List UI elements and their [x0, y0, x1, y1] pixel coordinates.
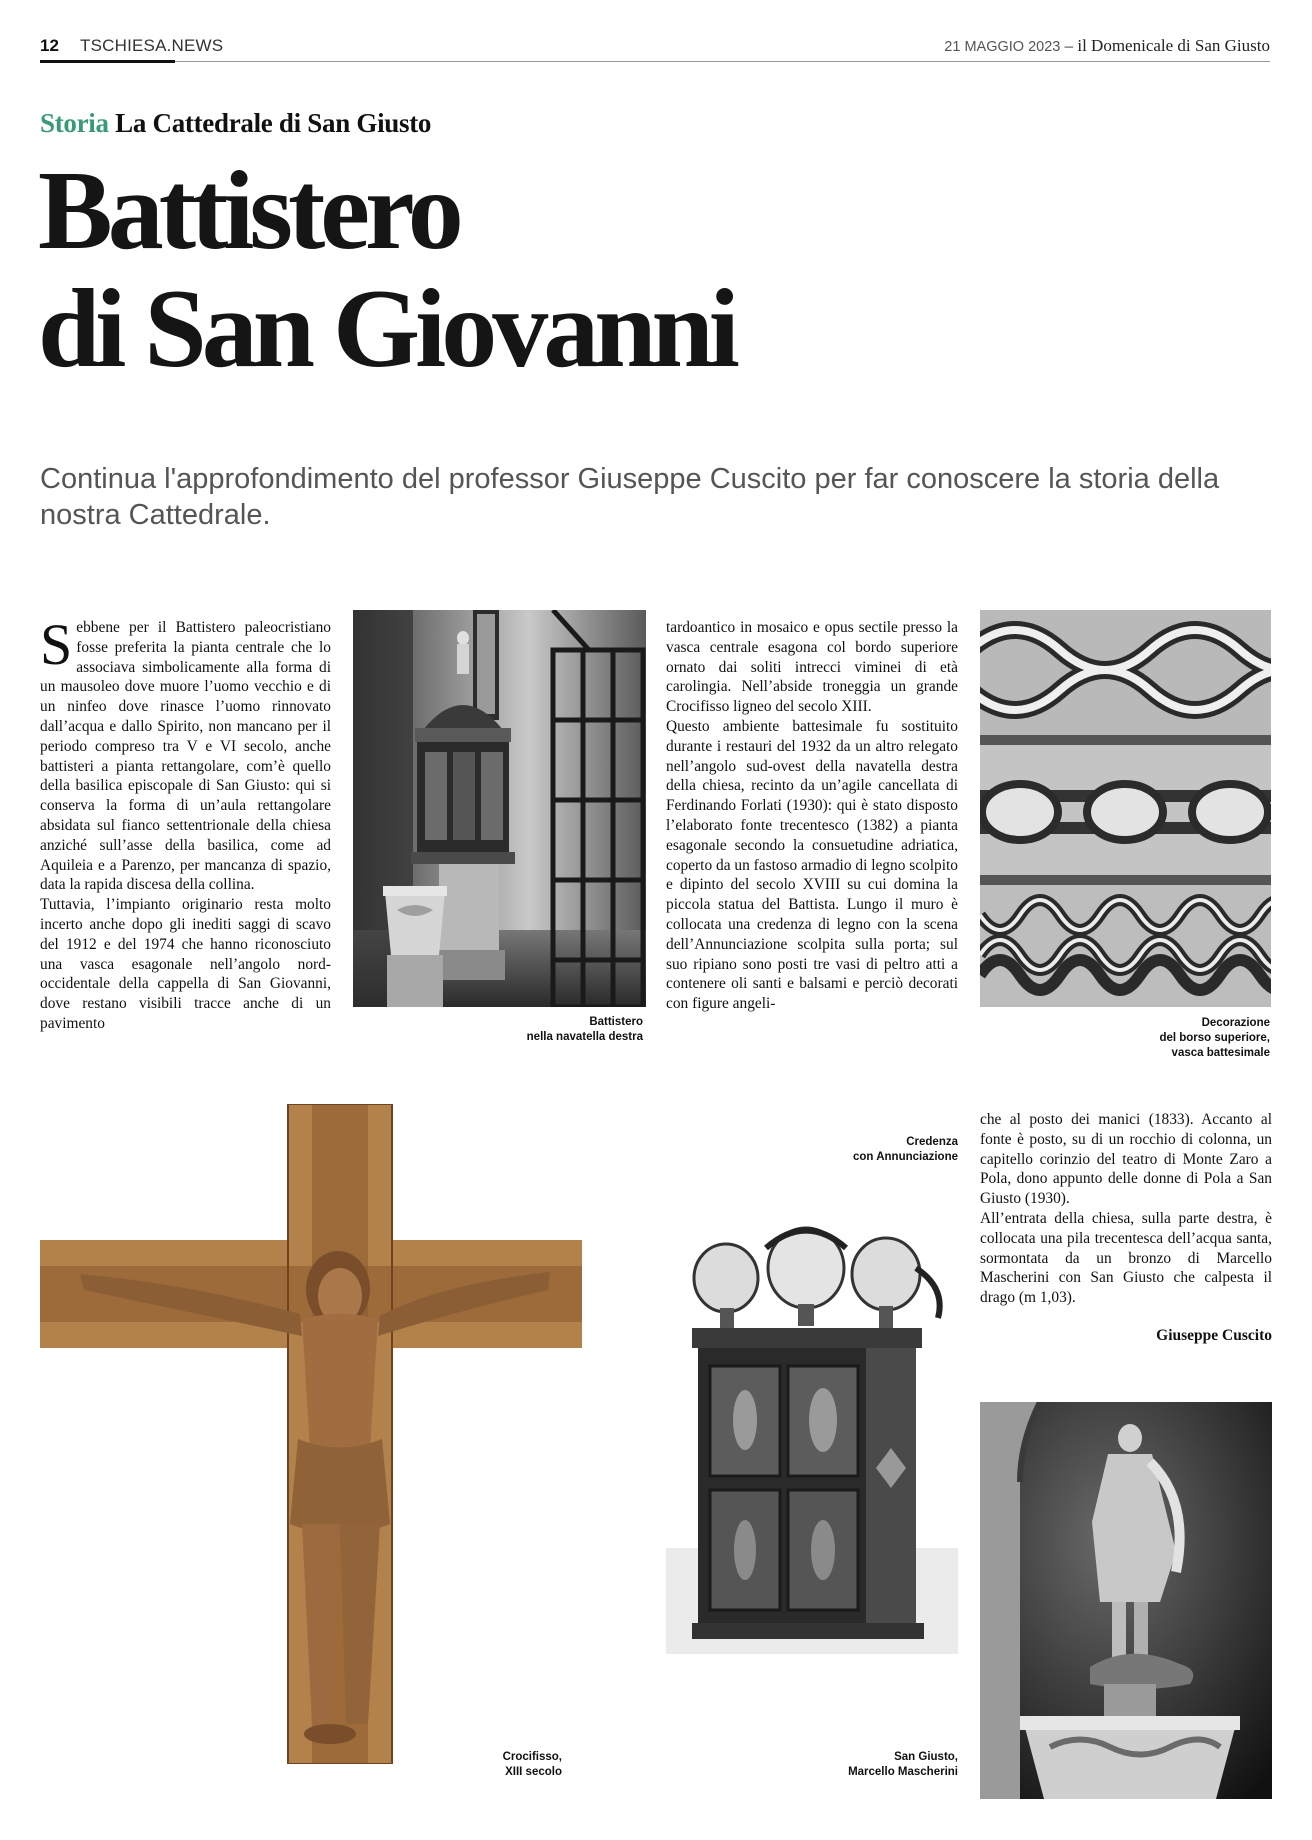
caption-line: San Giusto,	[894, 1751, 958, 1763]
paragraph: tardoantico in mosaico e opus sectile presso la vasca centrale esagona col bordo superiore ornato dai soliti intrecci viminei di età carolingia. Nell’abside troneggia un grande Crocifisso ligneo del secolo XIII.	[666, 619, 958, 716]
header-rule	[40, 61, 1270, 62]
header-rule-accent	[40, 60, 175, 63]
caption-line: Battistero	[589, 1016, 643, 1028]
caption-line: Crocifisso,	[502, 1751, 562, 1763]
photo-credenza	[666, 1208, 958, 1654]
caption-line: XIII secolo	[505, 1766, 562, 1778]
photo-battistero	[353, 610, 646, 1007]
caption-line: del borso superiore,	[1159, 1032, 1270, 1044]
photo-decorazione	[980, 610, 1271, 1007]
site-name[interactable]: TSCHIESA.NEWS	[80, 36, 224, 55]
sangiusto-image	[980, 1402, 1272, 1799]
kicker-subject: La Cattedrale di San Giusto	[115, 108, 432, 138]
paragraph	[40, 612, 331, 895]
body-column-4	[980, 1110, 1272, 1308]
paragraph: che al posto dei manici (1833). Accanto al fonte è posto, su di un rocchio di colonna, un capitello corinzio del teatro di Monte Zaro a Pola, dono appunto delle donne di Pola a San Giusto (1930).	[980, 1111, 1272, 1208]
caption-sangiusto	[780, 1750, 958, 1780]
caption-line: Credenza	[906, 1136, 958, 1148]
issue-date: 21 MAGGIO 2023	[944, 39, 1061, 55]
paragraph: Questo ambiente battesimale fu sostituito durante i restauri del 1932 da un altro relegato nell’angolo sud-ovest della navatella destra della chiesa, recinto da un’agile cancellata di Ferdinando Forlati (1930): qui è stato disposto l’elaborato fonte trecentesco (1382) a pianta esagonale secondo la consuetudine adriatica, coperto da un fastoso armadio di legno scolpito e dipinto del secolo XVIII su cui domina la piccola statua del Battista. Lungo il muro è collocata una credenza di legno con la scena dell’Annunciazione scolpita sulla porta; sul suo ripiano sono posti tre vasi di peltro atti a contenere oli santi e balsami e perciò decorati con figure angeli-	[666, 717, 958, 1013]
header-separator: –	[1060, 36, 1078, 55]
caption-decorazione	[980, 1016, 1270, 1061]
paragraph: All’entrata della chiesa, sulla parte destra, è collocata una pila trecentesca dell’acqua santa, sormontata da un bronzo di Marcello Mascherini con San Giusto che calpesta il drago (m 1,03).	[980, 1209, 1272, 1307]
caption-line: Marcello Mascherini	[848, 1766, 958, 1778]
caption-line: con Annunciazione	[853, 1151, 958, 1163]
caption-credenza	[780, 1135, 958, 1165]
article-title: Battistero di San Giovanni	[38, 149, 735, 391]
battistero-image	[353, 610, 646, 1007]
page-number: 12	[40, 36, 59, 55]
kicker	[40, 108, 431, 139]
decorazione-image	[980, 610, 1271, 1007]
caption-line: Decorazione	[1201, 1017, 1270, 1029]
section-label: Storia	[40, 108, 109, 138]
body-column-1	[40, 612, 331, 1034]
article-lead: Continua l'approfondimento del professor Giuseppe Cuscito per far conoscere la storia della nostra Cattedrale.	[40, 463, 1220, 531]
caption-crocifisso	[400, 1750, 562, 1780]
caption-line: vasca battesimale	[1171, 1047, 1270, 1059]
caption-line: nella navatella destra	[526, 1031, 643, 1043]
paragraph: Tuttavia, l’impianto originario resta molto incerto anche dopo gli inediti saggi di scavo del 1912 e del 1974 che hanno riconosciuto una vasca esagonale nell’angolo nord-occidentale della cappella di San Giovanni, dove restano visibili tracce anche di un pavimento	[40, 896, 331, 1032]
photo-sangiusto	[980, 1402, 1272, 1799]
paragraph-text: ebbene per il Battistero paleocristiano fosse preferita la pianta centrale che lo associava simbolicamente alla forma di un mausoleo dove muore l’uomo vecchio e di un ninfeo dove rinasce l’uomo rinnovato dall’acqua e dallo Spirito, non mancano per il periodo compreso tra V e VI secolo, anche battisteri a pianta rettangolare, com’è quello della basilica episcopale di San Giusto: qui si conserva la forma di un’aula rettangolare absidata sul fianco settentrionale della chiesa anziché sull’asse della basilica, come ad Aquileia e a Parenzo, per mancanza di spazio, data la rapida discesa della collina.	[40, 619, 331, 894]
photo-crocifisso	[40, 1104, 592, 1764]
drop-cap: S	[40, 612, 73, 677]
header-issue	[944, 36, 1270, 56]
publication-name: il Domenicale di San Giusto	[1077, 36, 1270, 55]
credenza-image	[666, 1208, 958, 1654]
author-byline: Giuseppe Cuscito	[1156, 1327, 1272, 1344]
caption-battistero	[353, 1015, 643, 1045]
body-column-3	[666, 618, 958, 1014]
crocifisso-image	[40, 1104, 592, 1764]
